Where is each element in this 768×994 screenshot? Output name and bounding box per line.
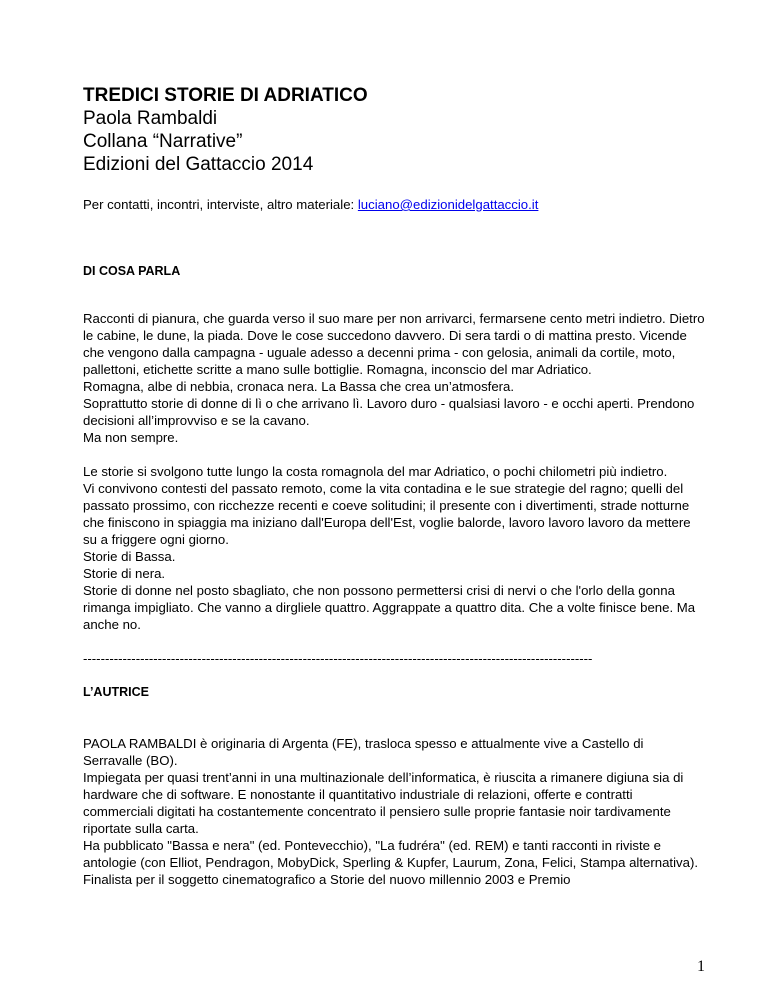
section-title-autrice: L’AUTRICE [83,685,149,699]
paragraph-line: Racconti di pianura, che guarda verso il suo mare per non arrivarci, fermarsene cento metri indietro. Dietro le cabine, le dune, la piada. Dove le cose succedono davvero. Di sera tardi o di mattina presto. Vicende che vengono dalla campagna - uguale adesso a decenni prima - con gelosia, animali da cortile, moto, pallettoni, etichette scritte a mano sulle bottiglie. Romagna, inconscio del mar Adriatico. [83,311,705,377]
paragraph-line: Storie di nera. [83,566,166,581]
paragraph-line: Storie di Bassa. [83,549,176,564]
separator-line: -------------------------------------------------------------------------------------------------------------------- [83,651,593,666]
contact-label: Per contatti, incontri, interviste, altro materiale: [83,197,358,212]
section1-paragraph2 [83,463,705,633]
paragraph-line: Romagna, albe di nebbia, cronaca nera. La Bassa che crea un’atmosfera. [83,379,515,394]
paragraph-line: PAOLA RAMBALDI è originaria di Argenta (FE), trasloca spesso e attualmente vive a Castello di Serravalle (BO). [83,736,644,768]
contact-line [83,196,705,213]
paragraph-line: Ha pubblicato "Bassa e nera" (ed. Pontevecchio), "La fudréra" (ed. REM) e tanti racconti in riviste e antologie (con Elliot, Pendragon, MobyDick, Sperling & Kupfer, Laurum, Zona, Felici, Stampa alternativa). [83,838,698,870]
paragraph-line: Ma non sempre. [83,430,179,445]
section1-paragraph1 [83,310,705,446]
page-content [83,84,705,888]
publisher-line: Edizioni del Gattaccio 2014 [83,154,314,175]
paragraph-line: Vi convivono contesti del passato remoto, come la vita contadina e le sue strategie del ragno; quelli del passato prossimo, con ricchezze recenti e coeve solitudini; il presente con i divertimenti, strade notturne che finiscono in spiaggia ma iniziano dall'Europa dell'Est, voglie balorde, lavoro lavoro lavoro da mettere su a friggere ogni giorno. [83,481,691,547]
book-title: TREDICI STORIE DI ADRIATICO [83,85,368,106]
contact-email-link[interactable]: luciano@edizionidelgattaccio.it [357,197,539,212]
paragraph-line: Finalista per il soggetto cinematografico a Storie del nuovo millennio 2003 e Premio [83,872,571,887]
paragraph-line: Impiegata per quasi trent’anni in una multinazionale dell’informatica, è riuscita a rimanere digiuna sia di hardware che di software. E nonostante il quantitativo industriale di relazioni, offerte e contratti commerciali digitati ha costantemente concentrato il pensiero sulle proprie fantasie noir tardivamente riportate sulla carta. [83,770,684,836]
section-title-di-cosa-parla: DI COSA PARLA [83,264,181,278]
page-number: 1 [697,958,705,975]
author-name: Paola Rambaldi [83,108,218,129]
paragraph-line: Soprattutto storie di donne di lì o che arrivano lì. Lavoro duro - qualsiasi lavoro - e occhi aperti. Prendono decisioni all’improvviso e se la cavano. [83,396,695,428]
paragraph-line: Le storie si svolgono tutte lungo la costa romagnola del mar Adriatico, o pochi chilometri più indietro. [83,464,668,479]
paragraph-line: Storie di donne nel posto sbagliato, che non possono permettersi crisi di nervi o che l'orlo della gonna rimanga impigliato. Che vanno a dirgliele quattro. Aggrappate a quattro dita. Che a volte finisce bene. Ma anche no. [83,583,696,632]
section2-paragraph [83,735,705,888]
collana-line: Collana “Narrative” [83,131,243,152]
